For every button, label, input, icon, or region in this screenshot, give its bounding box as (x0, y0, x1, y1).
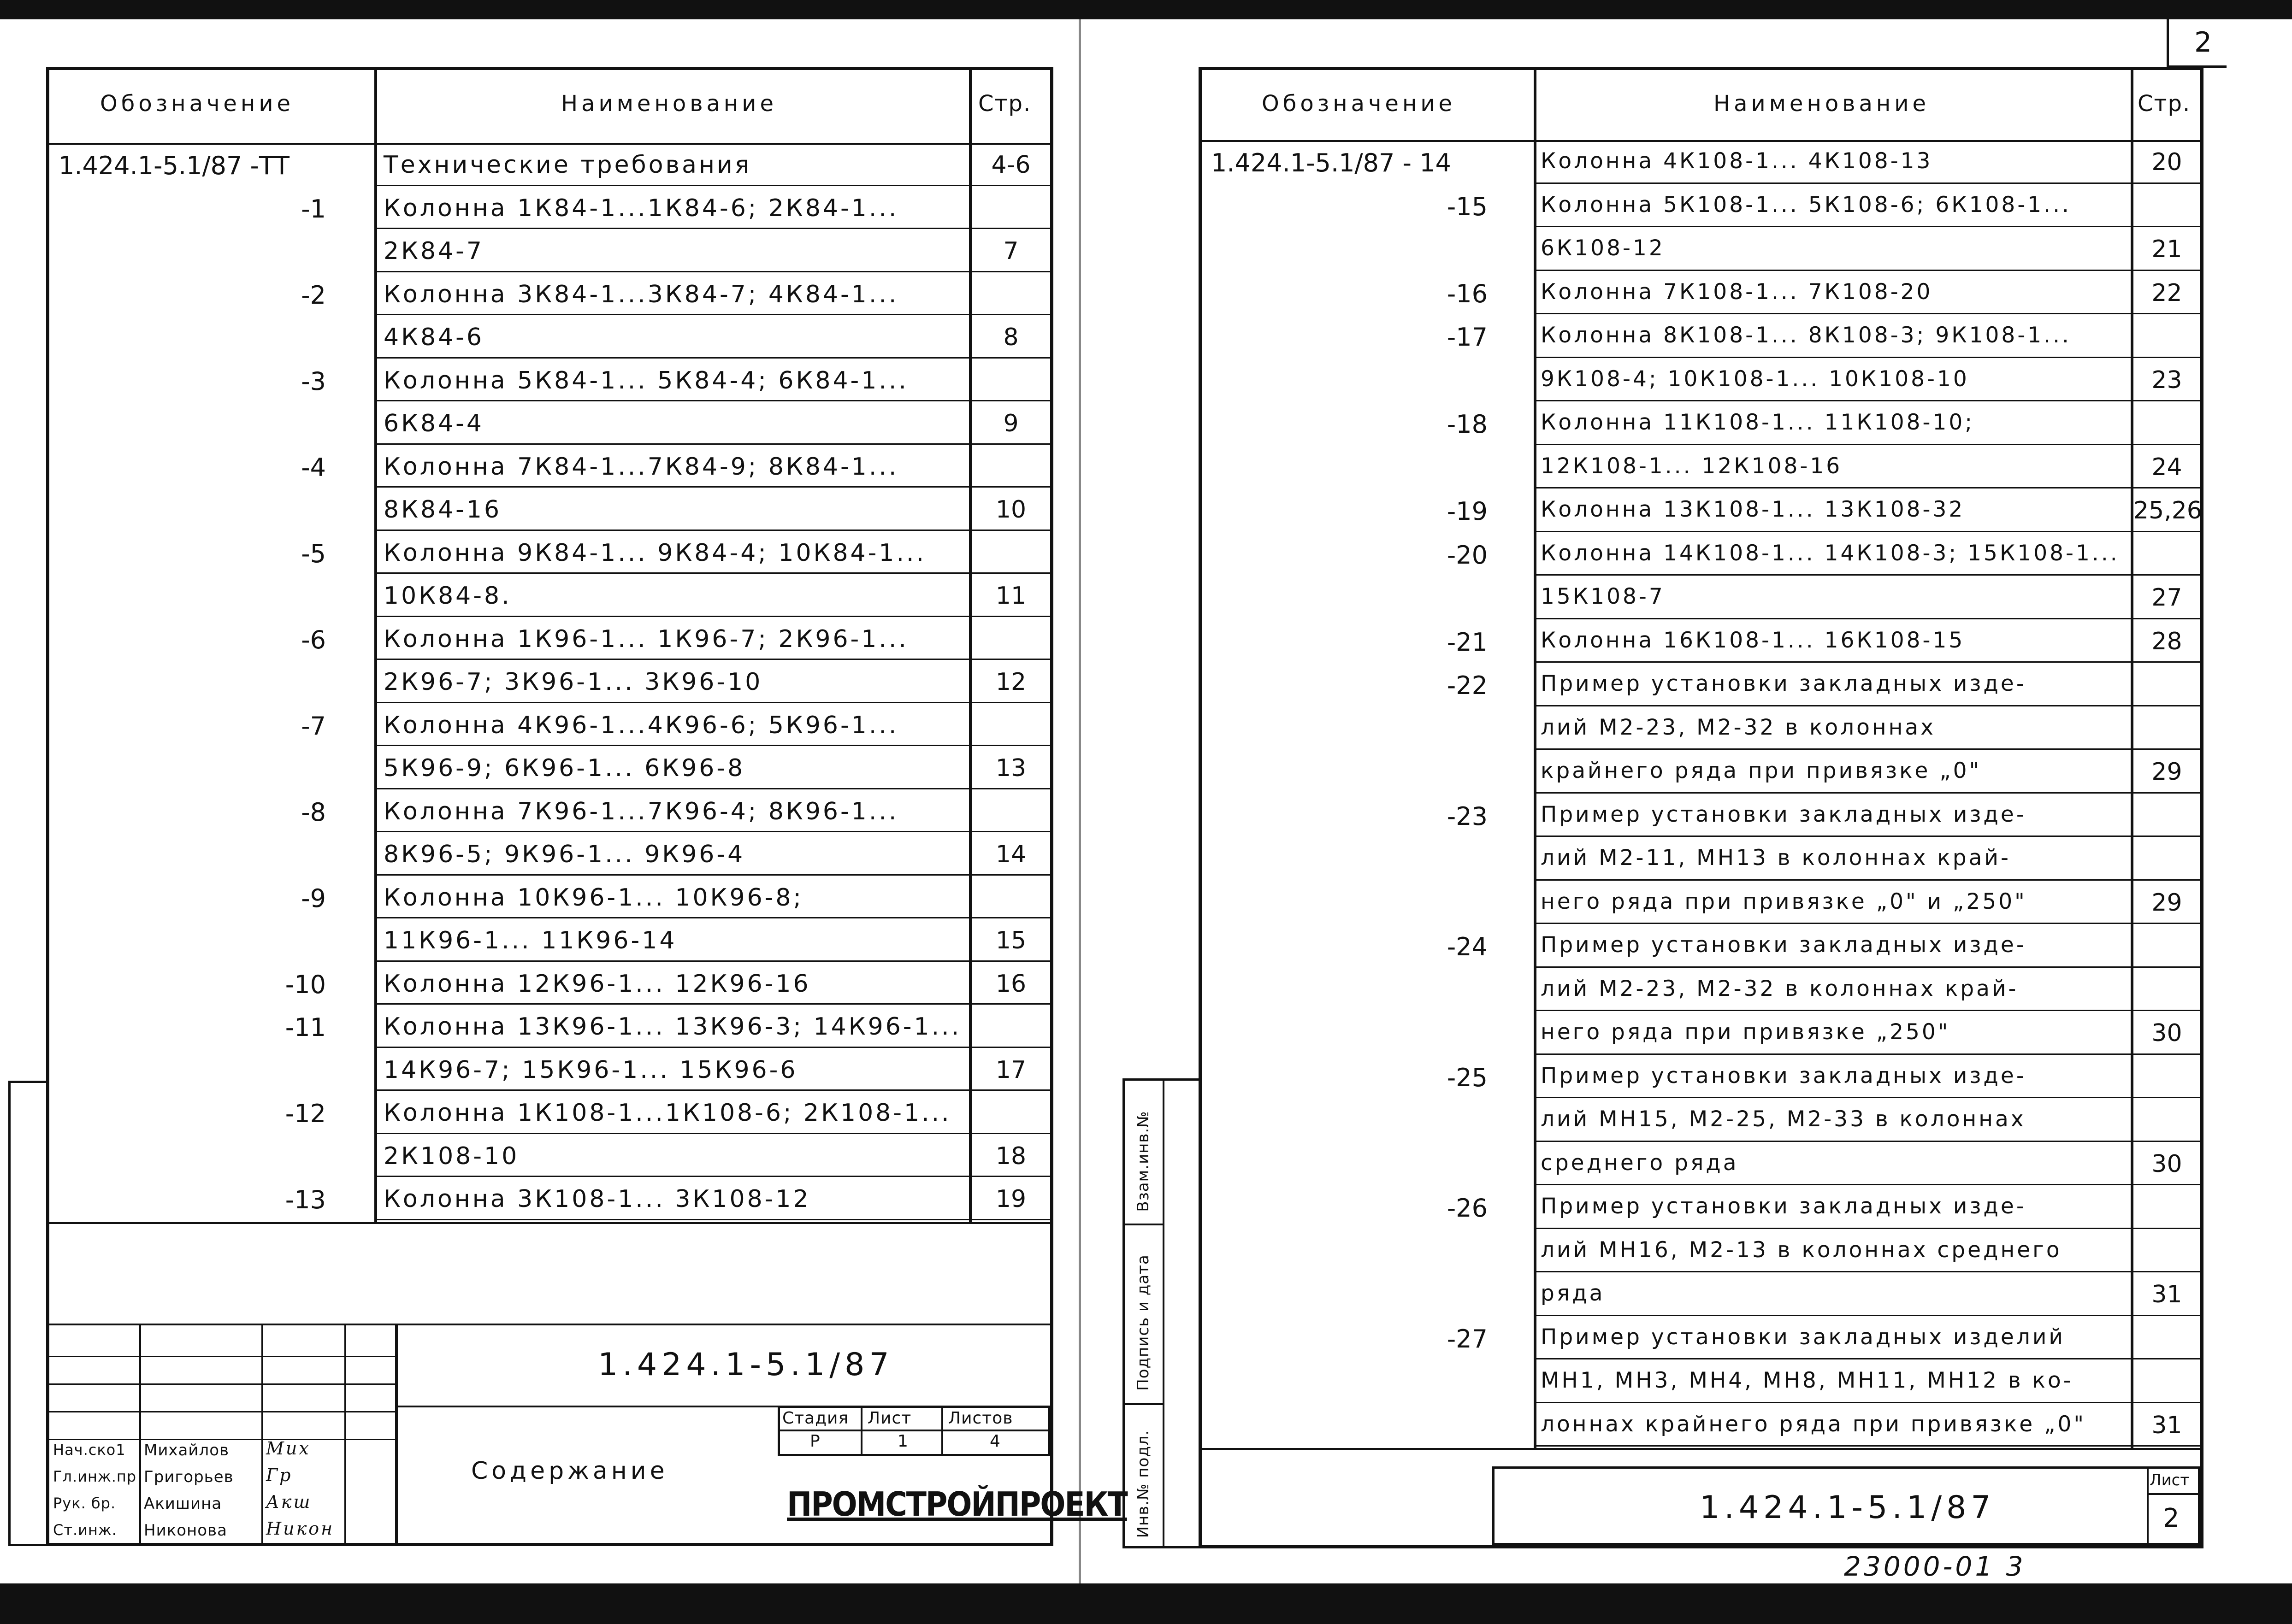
table-row (1202, 1403, 2200, 1447)
sheet-value: 1 (898, 1432, 909, 1451)
sheet-label: Лист (868, 1409, 912, 1428)
table-row (1202, 271, 2200, 315)
row-designation: -19 (1447, 497, 1488, 526)
row-designation: -1 (301, 194, 326, 224)
row-name: Пример установки закладных изде- (1541, 1194, 2026, 1219)
row-name: 11К96-1... 11К96-14 (384, 927, 677, 954)
row-name: 4К84-6 (384, 324, 484, 351)
table-row (49, 272, 1050, 316)
row-page: 29 (2151, 888, 2182, 917)
row-designation: 1.424.1-5.1/87 - 14 (1211, 148, 1451, 177)
row-page: 14 (995, 841, 1027, 868)
right-table-bottom (1202, 1448, 2200, 1450)
row-name: Пример установки закладных изде- (1541, 801, 2026, 827)
row-name: Колонна 12К96-1... 12К96-16 (384, 970, 811, 998)
row-name: 2К108-10 (384, 1142, 520, 1170)
table-row (49, 617, 1050, 660)
row-designation: -4 (301, 453, 326, 482)
row-page: 29 (2151, 758, 2182, 786)
row-name: лий М2-23, М2-32 в колоннах (1541, 714, 1936, 740)
row-designation: -24 (1447, 932, 1488, 961)
row-name: Колонна 1К96-1... 1К96-7; 2К96-1... (384, 625, 909, 653)
table-row (1202, 488, 2200, 532)
side-stamp-label: Подпись и дата (1134, 1254, 1152, 1391)
table-row (49, 315, 1050, 359)
table-row (1202, 1185, 2200, 1229)
row-page: 31 (2151, 1411, 2182, 1439)
left-margin-stamp (8, 1081, 46, 1546)
row-page: 31 (2151, 1281, 2182, 1308)
row-name: 8К96-5; 9К96-1... 9К96-4 (384, 841, 745, 868)
row-page: 19 (995, 1185, 1027, 1213)
sheets-label: Листов (948, 1409, 1013, 1428)
row-designation: -3 (301, 366, 326, 396)
row-name: Колонна 1К84-1...1К84-6; 2К84-1... (384, 194, 899, 222)
page-fold (1079, 19, 1081, 1583)
table-row (1202, 924, 2200, 968)
row-name: лий М2-23, М2-32 в колоннах край- (1541, 976, 2019, 1001)
table-row (1202, 663, 2200, 706)
row-name: него ряда при привязке „0" и „250" (1541, 888, 2027, 914)
row-designation: -15 (1447, 192, 1488, 221)
row-name: Колонна 5К84-1... 5К84-4; 6К84-1... (384, 366, 909, 394)
signature: Никон (266, 1518, 335, 1539)
table-row (1202, 401, 2200, 445)
left-sheet (46, 67, 1127, 1546)
table-row (1202, 184, 2200, 228)
signature: Гр (266, 1465, 293, 1485)
row-name: лоннах крайнего ряда при привязке „0" (1541, 1411, 2086, 1437)
signatory-name: Акишина (144, 1495, 222, 1513)
row-designation: -6 (301, 625, 326, 654)
table-row (1202, 1316, 2200, 1360)
document-title: Содержание (471, 1457, 668, 1485)
signatory-role: Нач.ско1 (53, 1441, 126, 1459)
row-designation: -11 (285, 1013, 326, 1042)
table-row (1202, 532, 2200, 576)
right-side-stamp (1122, 1078, 1199, 1548)
page-number-box (2167, 19, 2227, 68)
header-name: Наименование (561, 91, 778, 117)
table-row (49, 574, 1050, 617)
row-name: лий МН16, М2-13 в колоннах среднего (1541, 1237, 2062, 1263)
table-row (1202, 1272, 2200, 1316)
row-name: 5К96-9; 6К96-1... 6К96-8 (384, 754, 745, 782)
row-name: Технические требования (384, 151, 752, 179)
table-row (1202, 1142, 2200, 1186)
row-name: 15К108-7 (1541, 584, 1665, 609)
sig-row-a (49, 1356, 395, 1357)
row-name: Колонна 8К108-1... 8К108-3; 9К108-1... (1541, 323, 2071, 348)
row-page: 11 (995, 582, 1027, 610)
row-designation: -18 (1447, 410, 1488, 439)
row-designation: -22 (1447, 671, 1488, 700)
sig-row-d (49, 1439, 395, 1440)
row-page: 21 (2151, 235, 2182, 263)
row-name: 8К84-16 (384, 496, 502, 524)
header-name-right: Наименование (1713, 91, 1930, 117)
row-page: 7 (1003, 237, 1019, 265)
title-block-top (49, 1324, 1050, 1325)
row-name: 12К108-1... 12К108-16 (1541, 453, 1843, 479)
table-row (49, 401, 1050, 445)
sig-row-c (49, 1411, 395, 1412)
row-name: Пример установки закладных изде- (1541, 932, 2026, 958)
right-sheet-row (2147, 1493, 2200, 1495)
scan-bottom-edge (0, 1583, 2292, 1624)
signatory-name: Никонова (144, 1521, 227, 1540)
row-name: Пример установки закладных изделий (1541, 1324, 2065, 1350)
table-row (1202, 794, 2200, 837)
row-page: 10 (995, 496, 1027, 524)
header-code: Обозначение (100, 91, 295, 117)
right-sheet (1199, 67, 2203, 1548)
row-designation: -12 (285, 1099, 326, 1128)
table-row (49, 531, 1050, 574)
table-row (49, 918, 1050, 962)
row-designation: -25 (1447, 1063, 1488, 1092)
row-name: 6К108-12 (1541, 235, 1665, 261)
row-page: 27 (2151, 584, 2182, 612)
row-designation: -26 (1447, 1194, 1488, 1223)
table-bottom (49, 1222, 1050, 1224)
right-sheet-col (2147, 1466, 2149, 1545)
side-stamp-label: Инв.№ подл. (1134, 1430, 1152, 1538)
right-sheet-value: 2 (2163, 1503, 2181, 1533)
row-designation: -21 (1447, 627, 1488, 657)
table-row (1202, 881, 2200, 924)
table-row (49, 1091, 1050, 1134)
row-name: 2К84-7 (384, 237, 484, 265)
row-name: 2К96-7; 3К96-1... 3К96-10 (384, 668, 763, 696)
table-row (1202, 314, 2200, 358)
row-name: Колонна 7К108-1... 7К108-20 (1541, 279, 1933, 305)
organization-logo: ПРОМСТРОЙПРОЕКТ (787, 1485, 1127, 1524)
table-row (1202, 445, 2200, 489)
row-name: Колонна 9К84-1... 9К84-4; 10К84-1... (384, 539, 927, 567)
row-name: Колонна 1К108-1...1К108-6; 2К108-1... (384, 1099, 951, 1127)
row-name: лий МН15, М2-25, М2-33 в колоннах (1541, 1106, 2026, 1132)
row-name: ряда (1541, 1281, 1605, 1306)
row-designation: -7 (301, 711, 326, 741)
row-page: 30 (2151, 1019, 2182, 1047)
row-designation: -16 (1447, 279, 1488, 308)
row-name: Пример установки закладных изде- (1541, 1063, 2026, 1089)
table-row (1202, 358, 2200, 402)
table-row (49, 832, 1050, 876)
title-block-divider (395, 1324, 398, 1543)
side-stamp-label: Взам.инв.№ (1134, 1111, 1152, 1212)
row-designation: -2 (301, 280, 326, 310)
table-row (49, 143, 1050, 186)
table-row (1202, 1359, 2200, 1403)
row-page: 12 (995, 668, 1027, 696)
table-row (49, 703, 1050, 747)
table-row (1202, 619, 2200, 663)
sig-row-b (49, 1383, 395, 1385)
row-name: крайнего ряда при привязке „0" (1541, 758, 1982, 783)
row-name: Колонна 3К84-1...3К84-7; 4К84-1... (384, 280, 899, 308)
row-name: Колонна 13К96-1... 13К96-3; 14К96-1... (384, 1013, 962, 1041)
right-designation: 1.424.1-5.1/87 (1700, 1489, 1996, 1526)
row-page: 17 (995, 1056, 1027, 1084)
right-sheet-label: Лист (2150, 1471, 2190, 1489)
row-name: Колонна 11К108-1... 11К108-10; (1541, 410, 1975, 435)
row-name: Колонна 10К96-1... 10К96-8; (384, 883, 804, 912)
table-row (49, 876, 1050, 919)
row-page: 9 (1003, 410, 1019, 437)
table-row (1202, 1229, 2200, 1273)
side-stamp-row-2 (1125, 1403, 1163, 1405)
sheets-value: 4 (990, 1432, 1001, 1451)
table-row (49, 186, 1050, 229)
row-designation: -8 (301, 797, 326, 827)
stage-row-divider (778, 1430, 1050, 1431)
row-name: 14К96-7; 15К96-1... 15К96-6 (384, 1056, 798, 1084)
scan-top-edge (0, 0, 2292, 19)
signatory-role: Гл.инж.пр (53, 1468, 137, 1485)
row-divider (374, 1219, 1050, 1220)
table-row (1202, 968, 2200, 1012)
table-row (49, 1005, 1050, 1048)
row-name: Пример установки закладных изде- (1541, 671, 2026, 696)
row-page: 16 (995, 970, 1027, 998)
row-page: 30 (2151, 1150, 2182, 1178)
row-page: 18 (995, 1142, 1027, 1170)
table-row (1202, 1098, 2200, 1142)
signature: Мих (266, 1438, 311, 1459)
left-designation: 1.424.1-5.1/87 (598, 1347, 894, 1383)
row-page: 15 (995, 927, 1027, 954)
row-page: 20 (2151, 148, 2182, 176)
row-name: него ряда при привязке „250" (1541, 1019, 1950, 1045)
table-row (49, 1177, 1050, 1220)
row-name: Колонна 3К108-1... 3К108-12 (384, 1185, 811, 1213)
header-code-right: Обозначение (1262, 91, 1456, 117)
row-name: Колонна 14К108-1... 14К108-3; 15К108-1... (1541, 540, 2120, 566)
table-row (49, 660, 1050, 703)
table-row (1202, 750, 2200, 794)
row-page: 22 (2151, 279, 2182, 307)
row-name: лий М2-11, МН13 в колоннах край- (1541, 845, 2011, 871)
table-row (1202, 1011, 2200, 1055)
signatory-role: Рук. бр. (53, 1495, 116, 1512)
header-page: Стр. (978, 91, 1032, 117)
row-page: 24 (2151, 453, 2182, 481)
row-page: 4-6 (991, 151, 1031, 179)
side-stamp-divider (1163, 1081, 1164, 1546)
header-page-right: Стр. (2138, 91, 2191, 117)
page-number: 2 (2194, 26, 2214, 59)
row-name: Колонна 7К96-1...7К96-4; 8К96-1... (384, 797, 899, 825)
archive-number: 23000-01 3 (1844, 1551, 2026, 1582)
row-name: Колонна 4К96-1...4К96-6; 5К96-1... (384, 711, 899, 739)
row-name: 10К84-8. (384, 582, 512, 610)
row-name: Колонна 13К108-1... 13К108-32 (1541, 497, 1965, 522)
row-name: Колонна 7К84-1...7К84-9; 8К84-1... (384, 453, 899, 481)
stage-label: Стадия (782, 1409, 849, 1428)
row-page: 25,26 (2133, 497, 2202, 524)
table-row (49, 1048, 1050, 1091)
row-name: среднего ряда (1541, 1150, 1739, 1176)
table-row (49, 488, 1050, 531)
row-designation: -10 (285, 970, 326, 999)
signatory-role: Ст.инж. (53, 1521, 117, 1539)
table-row (49, 789, 1050, 833)
row-designation: -9 (301, 883, 326, 913)
row-page: 13 (995, 754, 1027, 782)
row-designation: -23 (1447, 801, 1488, 831)
table-row (49, 1134, 1050, 1177)
row-name: Колонна 4К108-1... 4К108-13 (1541, 148, 1933, 174)
row-name: 6К84-4 (384, 410, 484, 437)
row-name: 9К108-4; 10К108-1... 10К108-10 (1541, 366, 1969, 392)
table-row (49, 962, 1050, 1005)
table-row (49, 229, 1050, 272)
table-row (49, 445, 1050, 488)
row-designation: -20 (1447, 540, 1488, 570)
table-row (1202, 140, 2200, 184)
stage-value: Р (810, 1432, 821, 1451)
table-row (1202, 576, 2200, 619)
table-row (49, 359, 1050, 402)
signature: Акш (266, 1492, 312, 1512)
signatory-name: Михайлов (144, 1441, 230, 1459)
signatory-name: Григорьев (144, 1468, 234, 1486)
row-designation: -17 (1447, 323, 1488, 352)
row-page: 8 (1003, 324, 1019, 351)
row-designation: 1.424.1-5.1/87 -ТТ (59, 151, 290, 180)
row-designation: -27 (1447, 1324, 1488, 1353)
row-page: 23 (2151, 366, 2182, 394)
row-designation: -5 (301, 539, 326, 568)
row-name: Колонна 16К108-1... 16К108-15 (1541, 627, 1965, 653)
row-divider (1534, 1445, 2200, 1447)
table-row (1202, 1055, 2200, 1099)
row-page: 28 (2151, 627, 2182, 655)
table-row (49, 746, 1050, 789)
row-designation: -13 (285, 1185, 326, 1214)
row-name: Колонна 5К108-1... 5К108-6; 6К108-1... (1541, 192, 2071, 218)
table-row (1202, 706, 2200, 750)
table-row (1202, 837, 2200, 881)
table-row (1202, 227, 2200, 271)
row-name: МН1, МН3, МН4, МН8, МН11, МН12 в ко- (1541, 1368, 2073, 1393)
